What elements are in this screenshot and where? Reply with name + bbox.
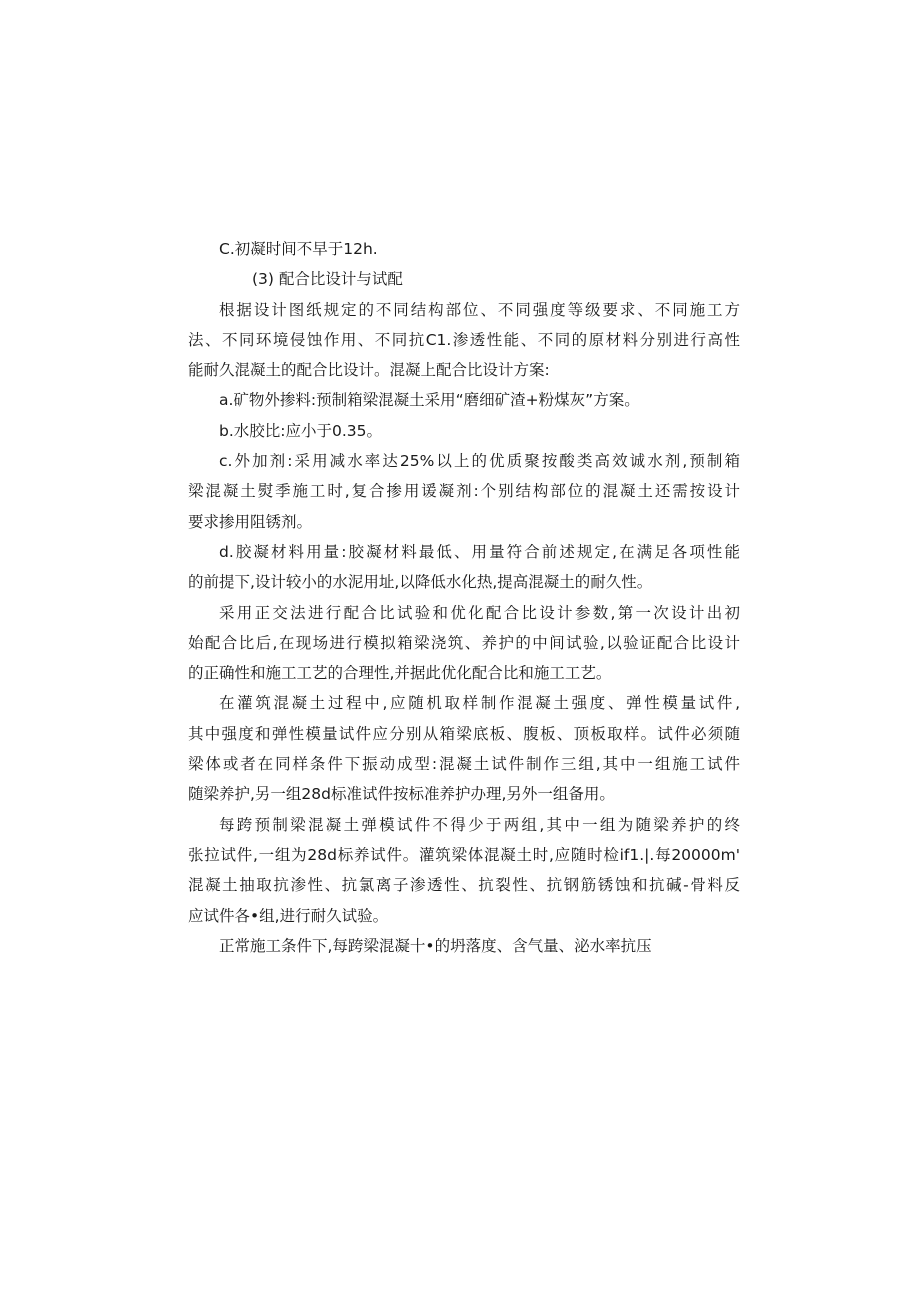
text-line: 法、不同环境侵蚀作用、不同抗C1.渗透性能、不同的原材料分别进行高性 (188, 330, 740, 349)
text-line: 采用正交法进行配合比试验和优化配合比设计参数,第一次设计出初 (219, 603, 740, 622)
text-line: 张拉试件,一组为28d标养试件。灌筑梁体混凝土时,应随时检if1.|.每20000m' (188, 845, 740, 864)
text-line: 的前提下,设计较小的水泥用址,以降低水化热,提高混凝土的耐久性。 (188, 573, 653, 592)
text-line: 每跨预制梁混凝土弹模试件不得少于两组,其中一组为随梁养护的终 (219, 815, 740, 834)
text-line: 混凝土抽取抗渗性、抗氯离子渗透性、抗裂性、抗钢筋锈蚀和抗碱-骨料反 (188, 876, 740, 895)
text-line: 正常施工条件下,每跨梁混凝十•的坍落度、含气量、泌水率抗压 (219, 936, 652, 955)
list-item: b.水胶比:应小于0.35。 (219, 421, 383, 440)
text-line: 在灌筑混凝土过程中,应随机取样制作混凝土强度、弹性模量试件, (219, 694, 740, 713)
text-line: 始配合比后,在现场进行模拟箱梁浇筑、养护的中间试验,以验证配合比设计 (188, 633, 740, 652)
text-line: 的正确性和施工工艺的合理性,并据此优化配合比和施工工艺。 (188, 664, 612, 683)
text-line: C.初凝时间不早于12h. (219, 240, 378, 258)
text-line: 其中强度和弹性模量试件应分别从箱梁底板、腹板、顶板取样。试件必须随 (188, 724, 740, 743)
text-line: 要求掺用阻锈剂。 (188, 512, 313, 531)
list-item: a.矿物外掺料:预制箱梁混凝土采用“磨细矿渣+粉煤灰”方案。 (219, 391, 640, 410)
text-line: 应试件各•组,进行耐久试验。 (188, 906, 389, 925)
list-item: c.外加剂:采用减水率达25%以上的优质聚按酸类高效诚水剂,预制箱 (219, 452, 740, 471)
document-page (188, 234, 740, 961)
text-line: 根据设计图纸规定的不同结构部位、不同强度等级要求、不同施工方 (219, 300, 740, 319)
section-heading: (3) 配合比设计与试配 (252, 270, 403, 289)
text-line: 梁混凝土熨季施工时,复合掺用谖凝剂:个别结构部位的混凝土还需按设计 (188, 482, 740, 501)
text-line: 梁体或者在同样条件下振动成型:混凝土试件制作三组,其中一组施工试件 (188, 755, 740, 774)
text-line: 能耐久混凝土的配合比设计。混凝上配合比设计方案: (188, 361, 550, 380)
list-item: d.胶凝材料用量:胶凝材料最低、用量符合前述规定,在满足各项性能 (219, 542, 740, 561)
text-line: 随梁养护,另一组28d标准试件按标准养护办理,另外一组备用。 (188, 785, 615, 804)
